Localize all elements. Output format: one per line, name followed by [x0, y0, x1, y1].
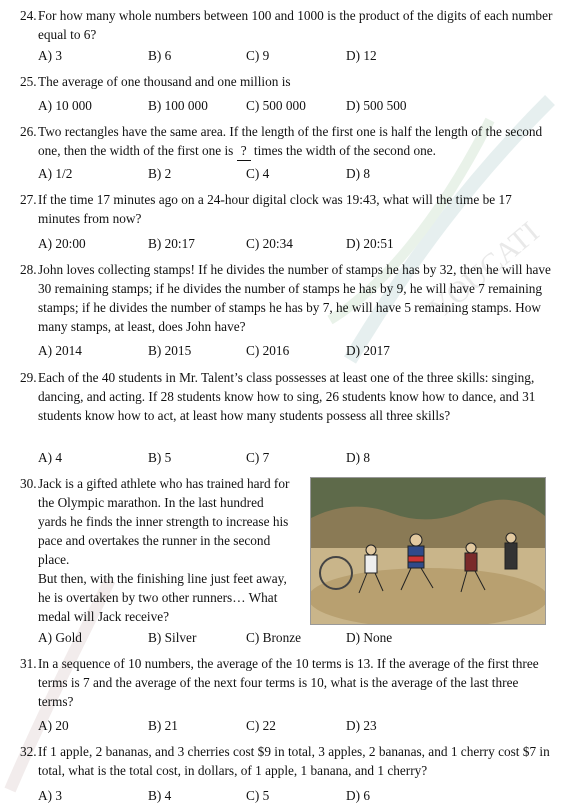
option-c[interactable]: C) 2016 — [246, 343, 290, 358]
option-c[interactable]: C) 500 000 — [246, 98, 306, 113]
question-text: For how many whole numbers between 100 and 1000 is the product of the digits of each number equal to 6? — [38, 8, 553, 42]
option-c[interactable]: C) 5 — [246, 788, 270, 803]
question-number: 24. — [20, 8, 37, 23]
question-27 — [20, 190, 556, 228]
option-b[interactable]: B) 20:17 — [148, 236, 195, 251]
option-c[interactable]: C) 22 — [246, 718, 276, 733]
option-c[interactable]: C) 20:34 — [246, 236, 293, 251]
question-28 — [20, 260, 556, 336]
option-a[interactable]: A) 2014 — [38, 343, 82, 358]
question-text: John loves collecting stamps! If he divides the number of stamps he has by 32, then he will have 30 remaining stamps; if he divides the number of stamps he has by 9, he will have 7 remaining stamps; if he divides the number of stamps he has by 7, he will have 5 remaining stamps. How many stamps, at least, does John have? — [38, 262, 551, 334]
option-c[interactable]: C) Bronze — [246, 630, 302, 645]
question-24 — [20, 6, 556, 44]
question-25 — [20, 72, 556, 91]
option-d[interactable]: D) 8 — [346, 450, 371, 465]
option-d[interactable]: D) 23 — [346, 718, 377, 733]
question-text: Jack is a gifted athlete who has trained hard for the Olympic marathon. In the last hundred yards he finds the inner strength to increase his pace and overtakes the runner in the second place. — [38, 476, 290, 567]
option-a[interactable]: A) 1/2 — [38, 166, 73, 181]
answer-blank: ? — [237, 141, 251, 161]
question-text: If 1 apple, 2 bananas, and 3 cherries cost $9 in total, 3 apples, 2 bananas, and 1 cherry cost $7 in total, what is the total cost, in dollars, of 1 apple, 1 banana, and 1 cherry? — [38, 744, 550, 778]
question-30 — [20, 474, 294, 626]
option-a[interactable]: A) 20:00 — [38, 236, 86, 251]
option-c[interactable]: C) 9 — [246, 48, 270, 63]
question-text: The average of one thousand and one million is — [38, 74, 291, 89]
option-d[interactable]: D) 20:51 — [346, 236, 394, 251]
option-a[interactable]: A) 20 — [38, 718, 69, 733]
option-d[interactable]: D) None — [346, 630, 393, 645]
question-number: 28. — [20, 262, 37, 277]
option-b[interactable]: B) 6 — [148, 48, 172, 63]
question-number: 26. — [20, 124, 37, 139]
option-d[interactable]: D) 8 — [346, 166, 371, 181]
option-b[interactable]: B) 4 — [148, 788, 172, 803]
option-b[interactable]: B) 2015 — [148, 343, 192, 358]
question-26 — [20, 122, 556, 161]
option-c[interactable]: C) 7 — [246, 450, 270, 465]
option-a[interactable]: A) 3 — [38, 788, 63, 803]
question-number: 25. — [20, 74, 37, 89]
question-number: 29. — [20, 370, 37, 385]
option-d[interactable]: D) 12 — [346, 48, 377, 63]
option-a[interactable]: A) 3 — [38, 48, 63, 63]
option-a[interactable]: A) 4 — [38, 450, 63, 465]
option-b[interactable]: B) 100 000 — [148, 98, 208, 113]
option-d[interactable]: D) 6 — [346, 788, 371, 803]
option-d[interactable]: D) 500 500 — [346, 98, 407, 113]
option-a[interactable]: A) Gold — [38, 630, 82, 645]
marathon-illustration — [310, 477, 546, 625]
question-32 — [20, 742, 556, 780]
option-c[interactable]: C) 4 — [246, 166, 270, 181]
question-number: 32. — [20, 744, 37, 759]
question-text: Two rectangles have the same area. If the length of the first one is half the length of the second one, then the width of the first one is ? times the width of the second one. — [38, 122, 556, 161]
option-b[interactable]: B) 2 — [148, 166, 172, 181]
watermark-text: YOUCATI — [423, 215, 546, 326]
question-text: In a sequence of 10 numbers, the average of the 10 terms is 13. If the average of the first three terms is 7 and the average of the next four terms is 10, what is the average of the last three terms? — [38, 656, 539, 709]
question-29 — [20, 368, 556, 425]
option-b[interactable]: B) Silver — [148, 630, 197, 645]
question-text: Each of the 40 students in Mr. Talent’s class possesses at least one of the three skills: singing, dancing, and acting. If 28 students know how to sing, 26 students know how to dance, and 31 students know how to act, at least how many students possess all three skills? — [38, 370, 536, 423]
option-a[interactable]: A) 10 000 — [38, 98, 92, 113]
question-number: 27. — [20, 192, 37, 207]
question-text: If the time 17 minutes ago on a 24-hour digital clock was 19:43, what will the time be 17 minutes from now? — [38, 192, 512, 226]
question-number: 30. — [20, 476, 37, 491]
question-31 — [20, 654, 556, 711]
question-number: 31. — [20, 656, 37, 671]
option-d[interactable]: D) 2017 — [346, 343, 390, 358]
question-text-continued: But then, with the finishing line just feet away, he is overtaken by two other runners… What medal will Jack receive? — [38, 571, 287, 624]
option-b[interactable]: B) 21 — [148, 718, 178, 733]
option-b[interactable]: B) 5 — [148, 450, 172, 465]
